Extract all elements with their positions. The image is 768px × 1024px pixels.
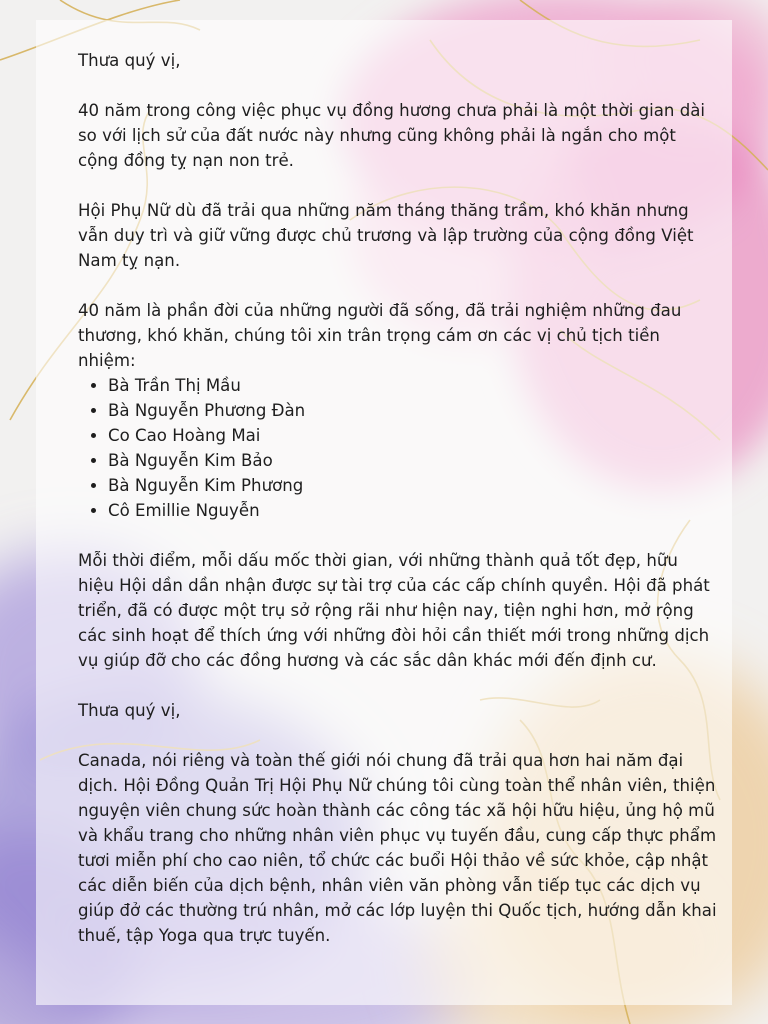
paragraph: 40 năm trong công việc phục vụ đồng hương chưa phải là một thời gian dài so với lịch sử của đất nước này nhưng cũng không phải là ngắn cho một cộng đồng tỵ nạn non trẻ. [78,101,706,170]
list-item: • Bà Nguyễn Kim Bảo [108,448,718,473]
paragraph: 40 năm là phần đời của những người đã sống, đã trải nghiệm những đau thương, khó khăn, chúng tôi xin trân trọng cám ơn các vị chủ tịch tiền nhiệm: [78,301,682,370]
list-item: • Bà Nguyễn Kim Phương [108,473,718,498]
greeting: Thưa quý vị, [78,701,181,720]
list-item: • Bà Nguyễn Phương Đàn [108,398,718,423]
list-item: • Bà Trần Thị Mầu [108,373,718,398]
paragraph: Hội Phụ Nữ dù đã trải qua những năm tháng thăng trầm, khó khăn nhưng vẫn duy trì và giữ vững được chủ trương và lập trường của cộng đồng Việt Nam tỵ nạn. [78,201,694,270]
letter-body [78,48,718,973]
paragraph: Canada, nói riêng và toàn thế giới nói chung đã trải qua hơn hai năm đại dịch. Hội Đồng Quản Trị Hội Phụ Nữ chúng tôi cùng toàn thể nhân viên, thiện nguyện viên chung sức hoàn thành các công tác xã hội hữu hiệu, ủng hộ mũ và khẩu trang cho những nhân viên phục vụ tuyến đầu, cung cấp thực phẩm tươi miễn phí cho cao niên, tổ chức các buổi Hội thảo về sức khỏe, cập nhật các diễn biến của dịch bệnh, nhân viên văn phòng vẫn tiếp tục các dịch vụ giúp đở các thường trú nhân, mở các lớp luyện thi Quốc tịch, hướng dẫn khai thuế, tập Yoga qua trực tuyến. [78,751,717,945]
list-item: • Cô Emillie Nguyễn [108,498,718,523]
list-item: • Co Cao Hoàng Mai [108,423,718,448]
president-list [78,373,718,523]
greeting: Thưa quý vị, [78,51,181,70]
paragraph: Mỗi thời điểm, mỗi dấu mốc thời gian, với những thành quả tốt đẹp, hữu hiệu Hội dần dần nhận được sự tài trợ của các cấp chính quyền. Hội đã phát triển, đã có được một trụ sở rộng rãi như hiện nay, tiện nghi hơn, mở rộng các sinh hoạt để thích ứng với những đòi hỏi cần thiết mới trong những dịch vụ giúp đỡ cho các đồng hương và các sắc dân khác mới đến định cư. [78,551,710,670]
